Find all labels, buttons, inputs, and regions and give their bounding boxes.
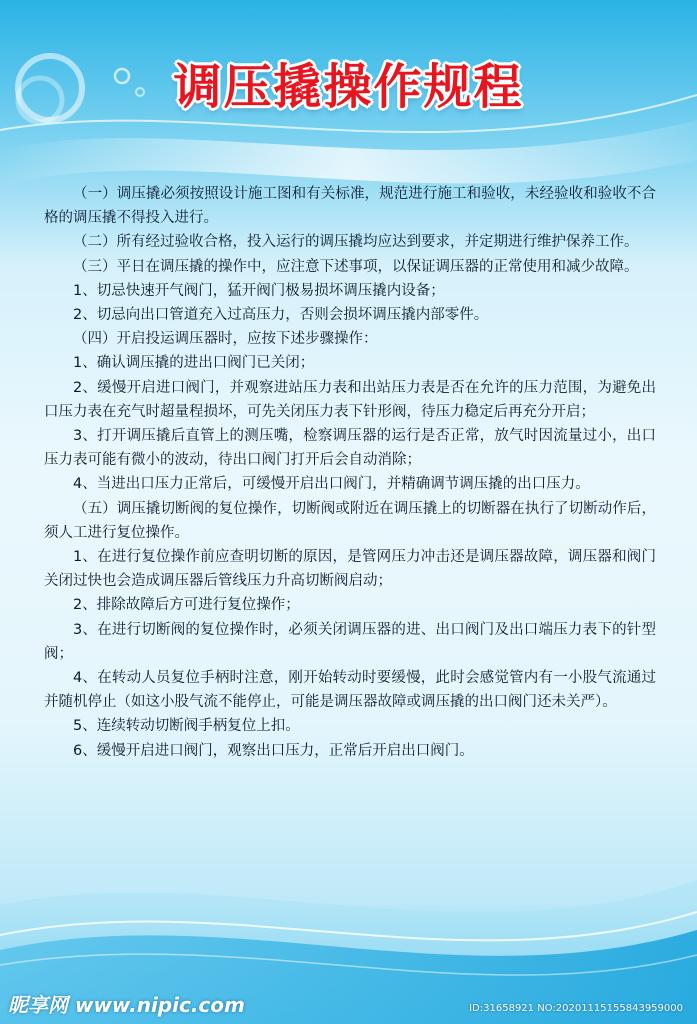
regulation-text [44, 182, 656, 763]
paragraph-16: 5、连续转动切断阀手柄复位上扣。 [73, 718, 300, 735]
poster-title: 调压撬操作规程 [173, 59, 524, 115]
watermark-id: ID:31658921 NO:20201115155843959000 [469, 1003, 683, 1014]
paragraph-3: （三）平日在调压撬的操作中，应注意下述事项，以保证调压器的正常使用和减少故障。 [73, 258, 639, 275]
paragraph-11: （五）调压撬切断阀的复位操作，切断阀或附近在调压撬上的切断器在执行了切断动作后，须人工进行复位操作。 [44, 500, 656, 541]
paragraph-12: 1、在进行复位操作前应查明切断的原因，是管网压力冲击还是调压器故障，调压器和阀门关闭过快也会造成调压器后管线压力升高切断阀启动； [44, 549, 656, 590]
paragraph-1: （一）调压撬必须按照设计施工图和有关标准，规范进行施工和验收，未经验收和验收不合格的调压撬不得投入进行。 [44, 186, 656, 227]
paragraph-9: 3、打开调压撬后直管上的测压嘴，检察调压器的运行是否正常，放气时因流量过小，出口压力表可能有微小的波动，待出口阀门打开后会自动消除； [44, 428, 656, 469]
paragraph-13: 2、排除故障后方可进行复位操作； [73, 597, 300, 614]
paragraph-15: 4、在转动人员复位手柄时注意，刚开始转动时要缓慢，此时会感觉管内有一小股气流通过并随机停止（如这小股气流不能停止，可能是调压器故障或调压撬的出口阀门还未关严）。 [44, 670, 656, 711]
paragraph-14: 3、在进行切断阀的复位操作时，必须关闭调压器的进、出口阀门及出口端压力表下的针型阀； [44, 621, 656, 662]
paragraph-5: 2、切忌向出口管道充入过高压力，否则会损坏调压撬内部零件。 [73, 307, 489, 324]
paragraph-4: 1、切忌快速开气阀门，猛开阀门极易损坏调压撬内设备； [73, 282, 445, 299]
paragraph-10: 4、当进出口压力正常后，可缓慢开启出口阀门，并精确调节调压撬的出口压力。 [73, 476, 590, 493]
watermark-logo: 昵享网 www.nipic.com [8, 993, 245, 1017]
paragraph-2: （二）所有经过验收合格，投入运行的调压撬均应达到要求，并定期进行维护保养工作。 [73, 234, 639, 251]
paragraph-17: 6、缓慢开启进口阀门，观察出口压力，正常后开启出口阀门。 [73, 742, 474, 759]
paragraph-8: 2、缓慢开启进口阀门，并观察进站压力表和出站压力表是否在允许的压力范围，为避免出口压力表在充气时超量程损坏，可先关闭压力表下针形阀，待压力稳定后再充分开启； [44, 379, 656, 420]
paragraph-7: 1、确认调压撬的进出口阀门已关闭； [73, 355, 315, 372]
paragraph-6: （四）开启投运调压器时，应按下述步骤操作： [73, 331, 378, 348]
